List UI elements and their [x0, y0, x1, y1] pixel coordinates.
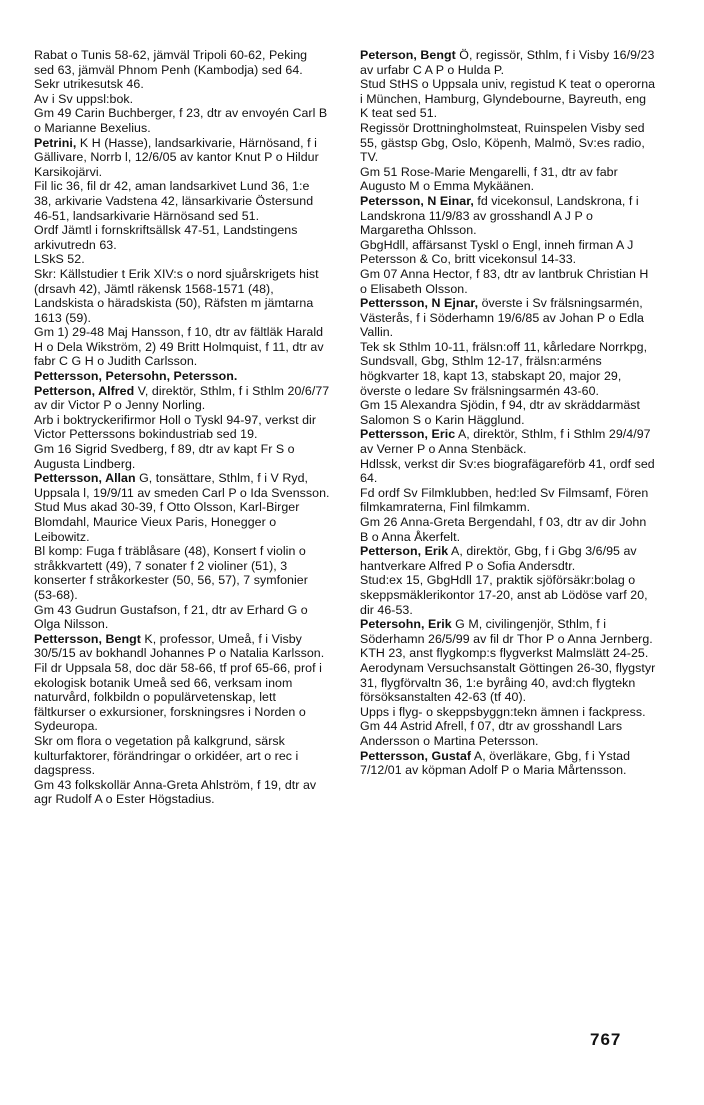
left-column-paragraph [34, 369, 330, 384]
right-column-paragraph [360, 121, 656, 165]
entry-name: Pettersson, Eric [360, 427, 456, 442]
left-column-paragraph [34, 267, 330, 325]
entry-text: Fil lic 36, fil dr 42, aman landsarkivet Lund 36, 1:e 38, arkivarie Vadstena 42, länsarkivarie Östersund 46-51, landsarkivarie Härnösand sed 51. [34, 179, 314, 223]
entry-text: Av i Sv uppsl:bok. [34, 91, 134, 106]
entry-text: Tek sk Sthlm 10-11, frälsn:off 11, kårledare Norrkpg, Sundsvall, Gbg, Sthlm 12-17, frälsn:arméns högkvarter 18, kapt 13, stabskapt 20, major 29, överste o ledare Sv frälsningsarmén 43-60. [360, 339, 648, 398]
right-column-paragraph [360, 296, 656, 340]
entry-name: Petersohn, Erik [360, 617, 452, 632]
left-column-paragraph [34, 179, 330, 223]
entry-text: GbgHdll, affärsanst Tyskl o Engl, inneh firman A J Petersson & Co, britt vicekonsul 14-33. [360, 237, 634, 267]
entry-text: G M, civilingenjör, Sthlm, f i Söderhamn 26/5/99 av fil dr Thor P o Anna Jernberg. [360, 617, 653, 646]
right-column-paragraph [360, 749, 656, 778]
entry-text: Sekr utrikesutsk 46. [34, 77, 144, 92]
right-column-paragraph [360, 646, 656, 704]
entry-text: K H (Hasse), landsarkivarie, Härnösand, f i Gällivare, Norrb l, 12/6/05 av kantor Knut P o Hildur Karsikojärvi. [34, 135, 319, 179]
entry-text: Gm 26 Anna-Greta Bergendahl, f 03, dtr av dir John B o Anna Åkerfelt. [360, 515, 647, 544]
left-column-paragraph [34, 632, 330, 661]
left-column-paragraph [34, 384, 330, 413]
entry-text: V, direktör, Sthlm, f i Sthlm 20/6/77 av dir Victor P o Jenny Norling. [34, 383, 330, 413]
right-column-paragraph [360, 705, 656, 720]
entry-text: Gm 16 Sigrid Svedberg, f 89, dtr av kapt Fr S o Augusta Lindberg. [34, 442, 295, 471]
entry-text: LSkS 52. [34, 252, 85, 267]
right-column-paragraph [360, 267, 656, 296]
left-column-paragraph [34, 413, 330, 442]
left-column-paragraph [34, 106, 330, 135]
left-column-paragraph [34, 252, 330, 267]
left-column-paragraph [34, 48, 330, 77]
right-column-paragraph [360, 398, 656, 427]
right-column-paragraph [360, 165, 656, 194]
left-column-paragraph [34, 500, 330, 544]
right-column-paragraph [360, 77, 656, 121]
entry-text: Skr om flora o vegetation på kalkgrund, särsk kulturfaktorer, förändringar o orkidéer, art o rec i dagspress. [34, 733, 299, 778]
left-column-paragraph [34, 544, 330, 602]
entry-text: Upps i flyg- o skeppsbyggn:tekn ämnen i fackpress. [360, 704, 646, 719]
left-column-paragraph [34, 325, 330, 369]
entry-text: Bl komp: Fuga f träblåsare (48), Konsert f violin o stråkkvartett (49), 7 sonater f 2 violiner (51), 3 konserter f stråkorkester (50, 56, 57), 7 symfonier (53-68). [34, 544, 308, 602]
entry-name: Petersson, N Einar, [360, 193, 474, 208]
right-column-paragraph [360, 617, 656, 646]
entry-name: Pettersson, Bengt [34, 631, 141, 646]
entry-text: fd vicekonsul, Landskrona, f i Landskrona 11/9/83 av grosshandl A J P o Margaretha Ohlsson. [360, 193, 639, 238]
left-column-paragraph [34, 471, 330, 500]
entry-name: Pettersson, Allan [34, 471, 136, 486]
left-column-paragraph [34, 603, 330, 632]
entry-name: Peterson, Bengt [360, 48, 456, 62]
entry-name: Pettersson, N Ejnar, [360, 296, 479, 311]
entry-text: Stud StHS o Uppsala univ, registud K teat o operorna i München, Hamburg, Glyndebourne, Bayreuth, eng K teat sed 51. [360, 77, 656, 121]
right-column-paragraph [360, 238, 656, 267]
left-column-paragraph [34, 223, 330, 252]
left-column-paragraph [34, 661, 330, 734]
right-column-paragraph [360, 340, 656, 398]
left-column-paragraph [34, 136, 330, 180]
right-column-paragraph [360, 457, 656, 486]
entry-text: Gm 49 Carin Buchberger, f 23, dtr av envoyén Carl B o Marianne Bexelius. [34, 106, 328, 135]
entry-text: G, tonsättare, Sthlm, f i V Ryd, Uppsala l, 19/9/11 av smeden Carl P o Ida Svensson. [34, 471, 330, 500]
entry-name: Pettersson, Petersohn, Petersson. [34, 369, 238, 384]
entry-text: Stud:ex 15, GbgHdll 17, praktik sjöförsäkr:bolag o skeppsmäklerikontor 17-20, anst ab Lödöse varf 20, dir 46-53. [360, 573, 648, 617]
entry-text: Skr: Källstudier t Erik XIV:s o nord sjuårskrigets hist (drsavh 42), Jämtl räkensk 1568-1571 (48), Landskista o häradskista (50), Räfsten m jämtarna 1613 (59). [34, 266, 319, 325]
right-column-paragraph [360, 719, 656, 748]
left-column-paragraph [34, 92, 330, 107]
entry-text: Fil dr Uppsala 58, doc där 58-66, tf prof 65-66, prof i ekologisk botanik Umeå sed 66, verksam inom naturvård, folkbildn o populärvetenskap, lett fältkurser o exkursioner, forskningsres i Norden o Sydeuropa. [34, 660, 322, 734]
entry-text: Gm 43 Gudrun Gustafson, f 21, dtr av Erhard G o Olga Nilsson. [34, 602, 308, 632]
entry-text: Hdlssk, verkst dir Sv:es biografägareförb 41, ordf sed 64. [360, 456, 655, 486]
right-column-paragraph [360, 544, 656, 573]
left-column-paragraph [34, 77, 330, 92]
entry-text: Gm 44 Astrid Afrell, f 07, dtr av grosshandl Lars Andersson o Martina Petersson. [360, 719, 623, 748]
entry-name: Petterson, Erik [360, 544, 449, 559]
right-column-paragraph [360, 194, 656, 238]
right-column-paragraph [360, 48, 656, 77]
entry-text: A, direktör, Gbg, f i Gbg 3/6/95 av hantverkare Alfred P o Sofia Andersdtr. [360, 544, 637, 573]
right-column [360, 48, 656, 778]
entry-text: Gm 07 Anna Hector, f 83, dtr av lantbruk Christian H o Elisabeth Olsson. [360, 266, 649, 296]
entry-text: Ö, regissör, Sthlm, f i Visby 16/9/23 av urfabr C A P o Hulda P. [360, 48, 655, 77]
entry-name: Petterson, Alfred [34, 383, 135, 398]
entry-text: Stud Mus akad 30-39, f Otto Olsson, Karl-Birger Blomdahl, Maurice Vieux Paris, Honegger o Leibowitz. [34, 500, 300, 544]
entry-text: KTH 23, anst flygkomp:s flygverkst Malmslätt 24-25. Aerodynam Versuchsanstalt Göttingen 26-30, flygstyr 31, flygförvaltn 36, 1:e byråing 40, avd:ch flygtekn försöksanstalten 42-63 (tf 40). [360, 646, 656, 705]
entry-text: Gm 43 folkskollär Anna-Greta Ahlström, f 19, dtr av agr Rudolf A o Ester Högstadius. [34, 777, 317, 807]
entry-text: Arb i boktryckerifirmor Holl o Tyskl 94-97, verkst dir Victor Petterssons bokindustriab sed 19. [34, 412, 317, 442]
right-column-paragraph [360, 515, 656, 544]
right-column-paragraph [360, 573, 656, 617]
page-number: 767 [590, 1030, 622, 1049]
entry-text: Rabat o Tunis 58-62, jämväl Tripoli 60-62, Peking sed 63, jämväl Phnom Penh (Kambodja) sed 64. [34, 48, 308, 77]
entry-text: Ordf Jämtl i fornskriftsällsk 47-51, Landstingens arkivutredn 63. [34, 223, 298, 252]
entry-text: överste i Sv frälsningsarmén, Västerås, f i Söderhamn 19/6/85 av Johan P o Edla Vallin. [360, 296, 644, 340]
right-column-paragraph [360, 486, 656, 515]
entry-text: K, professor, Umeå, f i Visby 30/5/15 av bokhandl Johannes P o Natalia Karlsson. [34, 631, 325, 661]
entry-text: Gm 15 Alexandra Sjödin, f 94, dtr av skräddarmäst Salomon S o Karin Hägglund. [360, 398, 640, 427]
entry-text: Gm 51 Rose-Marie Mengarelli, f 31, dtr av fabr Augusto M o Emma Mykäänen. [360, 164, 618, 194]
entry-name: Pettersson, Gustaf [360, 748, 472, 763]
entry-text: A, direktör, Sthlm, f i Sthlm 29/4/97 av Verner P o Anna Stenbäck. [360, 427, 651, 457]
left-column-paragraph [34, 778, 330, 807]
entry-text: Fd ordf Sv Filmklubben, hed:led Sv Filmsamf, Fören filmkamraterna, Finl filmkamm. [360, 485, 649, 515]
entry-text: A, överläkare, Gbg, f i Ystad 7/12/01 av köpman Adolf P o Maria Mårtensson. [360, 748, 631, 778]
entry-text: Gm 1) 29-48 Maj Hansson, f 10, dtr av fältläk Harald H o Dela Wikström, 2) 49 Britt Holmquist, f 11, dtr av fabr C G H o Judith Carlsson. [34, 325, 324, 369]
left-column [34, 48, 330, 807]
entry-name: Petrini, [34, 135, 77, 150]
right-column-paragraph [360, 427, 656, 456]
entry-text: Regissör Drottningholmsteat, Ruinspelen Visby sed 55, gästsp Gbg, Oslo, Köpenh, Malmö, Sv:es radio, TV. [360, 120, 645, 165]
left-column-paragraph [34, 442, 330, 471]
left-column-paragraph [34, 734, 330, 778]
